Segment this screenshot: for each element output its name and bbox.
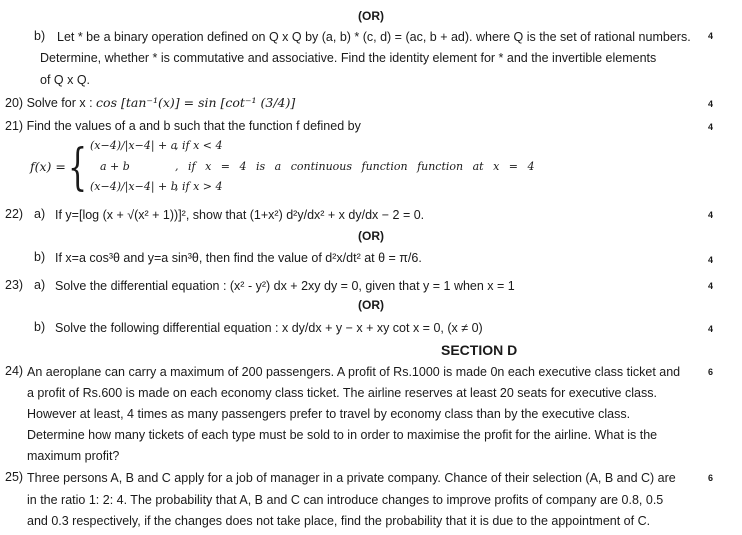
piecewise-case-1-expr: (x−4)/|x−4| + a	[90, 139, 178, 152]
question-22a-label: a)	[34, 207, 46, 221]
question-23a-label: a)	[34, 278, 46, 292]
question-21-number: 21)	[5, 119, 24, 133]
piecewise-case-1-cond: , if x < 4	[175, 139, 223, 152]
question-21	[5, 118, 361, 134]
piecewise-brace: {	[68, 138, 88, 196]
question-19b-label: b)	[34, 29, 46, 43]
question-22a-text: If y=[log (x + √(x² + 1))]², show that (1+x²) d²y/dx² + x dy/dx − 2 = 0.	[55, 208, 425, 222]
question-24-line-1: An aeroplane can carry a maximum of 200 passengers. A profit of Rs.1000 is made 0n each executive class ticket and	[27, 365, 681, 379]
question-21-marks: 4	[708, 122, 714, 132]
question-23b-marks: 4	[708, 324, 714, 334]
question-19b-line-3: of Q x Q.	[40, 73, 91, 87]
question-24-marks: 6	[708, 367, 714, 377]
question-19b-line-2: Determine, whether * is commutative and associative. Find the identity element for * and the invertible elements	[40, 51, 657, 65]
piecewise-case-2-cond: , if x = 4 is a continuous function function at x = 4	[175, 160, 535, 173]
question-20-marks: 4	[708, 99, 714, 109]
question-23a-text: Solve the differential equation : (x² - y²) dx + 2xy dy = 0, given that y = 1 when x = 1	[55, 279, 515, 293]
question-24-line-2: a profit of Rs.600 is made on each economy class ticket. The airline reserves at least 20 seats for executive class.	[27, 386, 657, 400]
question-25-marks: 6	[708, 473, 714, 483]
question-23a-marks: 4	[708, 281, 714, 291]
piecewise-case-2-expr: a + b	[100, 160, 130, 173]
question-24-line-5: maximum profit?	[27, 449, 120, 463]
piecewise-case-3-expr: (x−4)/|x−4| + b	[90, 180, 178, 193]
question-23b-text: Solve the following differential equation : x dy/dx + y − x + xy cot x = 0, (x ≠ 0)	[55, 321, 483, 335]
question-25-line-1: Three persons A, B and C apply for a job of manager in a private company. Chance of their selection (A, B and C) are	[27, 471, 676, 485]
question-20-number: 20)	[5, 96, 24, 110]
question-22b-label: b)	[34, 250, 46, 264]
question-23-number: 23)	[5, 278, 24, 292]
section-d-heading: SECTION D	[441, 342, 518, 358]
question-19b-line-1: Let * be a binary operation defined on Q x Q by (a, b) * (c, d) = (ac, b + ad). where Q is the set of rational numbers.	[57, 30, 691, 44]
question-25-number: 25)	[5, 470, 24, 484]
question-24-number: 24)	[5, 364, 24, 378]
question-23b-label: b)	[34, 320, 46, 334]
question-25-line-2: in the ratio 1: 2: 4. The probability that A, B and C can introduce changes to improve profits of company are 0.8, 0.5	[27, 493, 664, 507]
question-22a-marks: 4	[708, 210, 714, 220]
question-22b-marks: 4	[708, 255, 714, 265]
piecewise-case-3-cond: , if x > 4	[175, 180, 223, 193]
question-20-equation: cos [tan⁻¹(x)] = sin [cot⁻¹ (3/4)]	[96, 95, 296, 110]
piecewise-fx-label: f(x) =	[30, 159, 66, 174]
or-separator: (OR)	[358, 9, 384, 23]
or-separator: (OR)	[358, 229, 384, 243]
question-20	[5, 95, 295, 111]
or-separator: (OR)	[358, 298, 384, 312]
question-22-number: 22)	[5, 207, 24, 221]
question-21-text: Find the values of a and b such that the function f defined by	[26, 119, 361, 133]
question-25-line-3: and 0.3 respectively, if the changes does not take place, find the probability that it is due to the appointment of C.	[27, 514, 651, 528]
question-24-line-3: However at least, 4 times as many passengers prefer to travel by economy class than by the executive class.	[27, 407, 631, 421]
question-19b-marks: 4	[708, 31, 714, 41]
question-24-line-4: Determine how many tickets of each type must be sold to in order to maximise the profit for the airline. What is the	[27, 428, 658, 442]
question-22b-text: If x=a cos³θ and y=a sin³θ, then find the value of d²x/dt² at θ = π/6.	[55, 251, 422, 265]
question-20-prefix: Solve for x :	[26, 96, 97, 110]
